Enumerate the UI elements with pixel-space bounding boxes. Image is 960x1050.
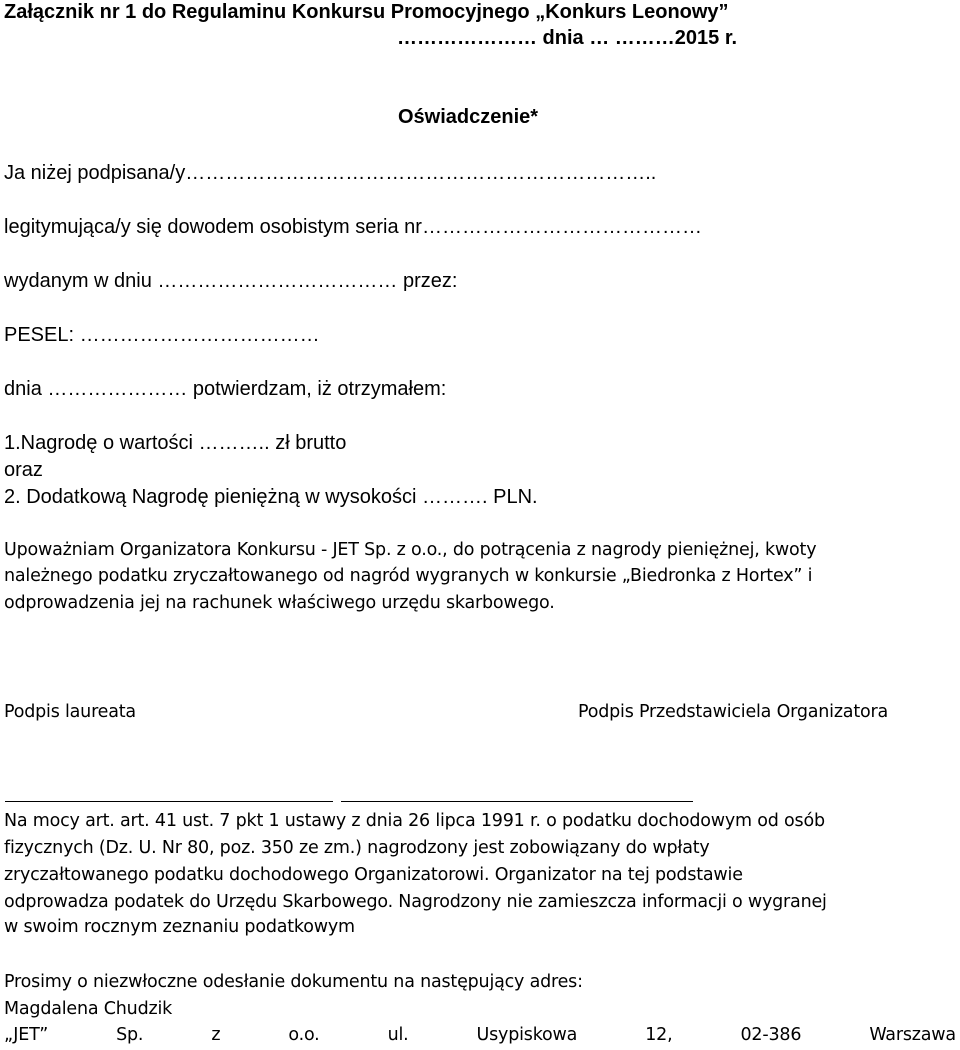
address-word: Warszawa — [869, 1025, 956, 1045]
address-word: ul. — [387, 1025, 409, 1045]
conjunction-oraz: oraz — [4, 459, 43, 481]
receipt-date-line: dnia ………………… potwierdzam, iż otrzymałem: — [4, 378, 447, 400]
footnote-line-3: zryczałtowanego podatku dochodowego Organizatorowi. Organizator na tej podstawie — [4, 865, 743, 885]
pesel-line: PESEL: ……………………………… — [4, 324, 320, 346]
laureate-signature-label: Podpis laureata — [4, 702, 136, 722]
authorization-line-1 — [4, 537, 956, 563]
address-word: o.o. — [288, 1025, 320, 1045]
address-word: z — [211, 1025, 221, 1045]
address-word: Usypiskowa — [476, 1025, 578, 1045]
footnote-line-2: fizycznych (Dz. U. Nr 80, poz. 350 ze zm.) nagrodzony jest zobowiązany do wpłaty — [4, 838, 710, 858]
authorization-text: Upoważniam Organizatora Konkursu - JET Sp. z o.o., do potrącenia z nagrody pieniężnej, kwoty — [4, 540, 817, 560]
authorization-line-3: odprowadzenia jej na rachunek właściwego urzędu skarbowego. — [4, 593, 555, 613]
declarant-name-line: Ja niżej podpisana/y…………………………………………………………….. — [4, 162, 657, 184]
contact-address — [4, 1022, 956, 1048]
contact-request: Prosimy o niezwłoczne odesłanie dokumentu na następujący adres: — [4, 972, 583, 992]
issued-line: wydanym w dniu ……………………………… przez: — [4, 270, 458, 292]
address-word: 02-386 — [740, 1025, 802, 1045]
document-title: Załącznik nr 1 do Regulaminu Konkursu Promocyjnego „Konkurs Leonowy” — [4, 1, 729, 23]
laureate-signature-line — [5, 801, 333, 802]
date-line: ………………… dnia … ………2015 r. — [397, 27, 738, 49]
footnote-line-4: odprowadza podatek do Urzędu Skarbowego. Nagrodzony nie zamieszcza informacji o wygranej — [4, 892, 827, 912]
contact-name: Magdalena Chudzik — [4, 999, 173, 1019]
address-word: 12, — [645, 1025, 673, 1045]
id-document-line: legitymująca/y się dowodem osobistym seria nr…………………………………… — [4, 216, 702, 238]
prize-2-line: 2. Dodatkową Nagrodę pieniężną w wysokości ………. PLN. — [4, 486, 538, 508]
organizer-signature-line — [341, 801, 693, 802]
footnote-line-5: w swoim rocznym zeznaniu podatkowym — [4, 917, 355, 937]
authorization-line-2: należnego podatku zryczałtowanego od nagród wygranych w konkursie „Biedronka z Hortex” i — [4, 566, 813, 586]
statement-heading: Oświadczenie* — [398, 106, 539, 128]
address-word: Sp. — [116, 1025, 144, 1045]
prize-1-line: 1.Nagrodę o wartości ……….. zł brutto — [4, 432, 347, 454]
address-word: „JET” — [4, 1025, 49, 1045]
organizer-signature-label: Podpis Przedstawiciela Organizatora — [578, 702, 889, 722]
footnote-line-1: Na mocy art. art. 41 ust. 7 pkt 1 ustawy z dnia 26 lipca 1991 r. o podatku dochodowym od osób — [4, 811, 825, 831]
